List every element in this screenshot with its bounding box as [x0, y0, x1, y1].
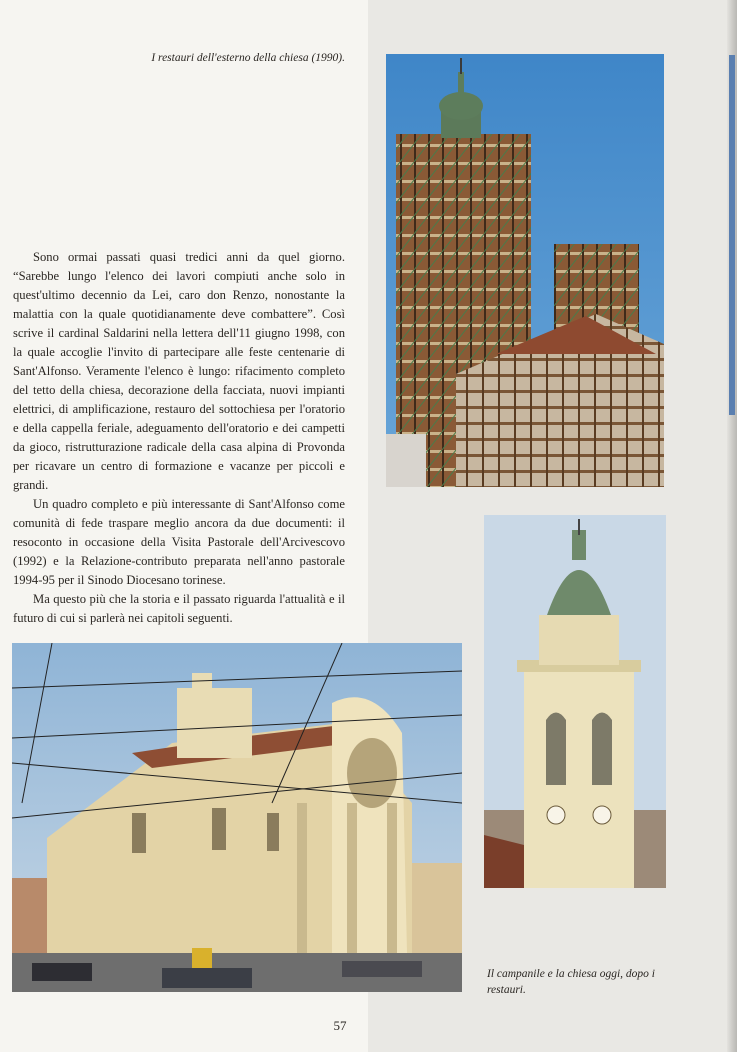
spine-color-band: [729, 55, 735, 415]
body-text: [13, 248, 345, 628]
caption-bottom: Il campanile e la chiesa oggi, dopo i restauri.: [487, 968, 655, 996]
photo-church-exterior: [12, 643, 462, 992]
book-spine: [727, 0, 737, 1052]
paragraph-1: Sono ormai passati quasi tredici anni da quel giorno. “Sarebbe lungo l'elenco dei lavori compiuti anche solo in quest'ultimo decennio da Lei, caro don Renzo, nonostante la malattia con la quale quotidianamente deve combattere”. Così scrive il cardinal Saldarini nella lettera dell'11 giugno 1998, con la quale accoglie l'invito di partecipare alle feste centenarie di Sant'Alfonso. Veramente l'elenco è lungo: rifacimento completo del tetto della chiesa, decorazione della facciata, nuovi impianti elettrici, di amplificazione, restauro del sottochiesa per l'oratorio e della cappella feriale, adeguamento dell'oratorio e dei campetti da gioco, ristrutturazione radicale della casa alpina di Provonda per ricavare un centro di formazione e vacanze per piccoli e grandi.: [13, 250, 345, 492]
paragraph-2: Un quadro completo e più interessante di Sant'Alfonso come comunità di fede traspare meglio ancora da due documenti: il resoconto in occasione della Visita Pastorale dell'Arcivescovo (1992) e la Relazione-contributo preparata nell'anno pastorale 1994-95 per il Sinodo Diocesano torinese.: [13, 497, 345, 587]
photo-bell-tower: [484, 515, 666, 888]
caption-top: I restauri dell'esterno della chiesa (1990).: [151, 52, 345, 64]
page-number: 57: [333, 1018, 347, 1033]
photo-scaffolded-tower: [386, 54, 664, 487]
paragraph-3: Ma questo più che la storia e il passato riguarda l'attualità e il futuro di cui si parlerà nei capitoli seguenti.: [13, 592, 345, 625]
